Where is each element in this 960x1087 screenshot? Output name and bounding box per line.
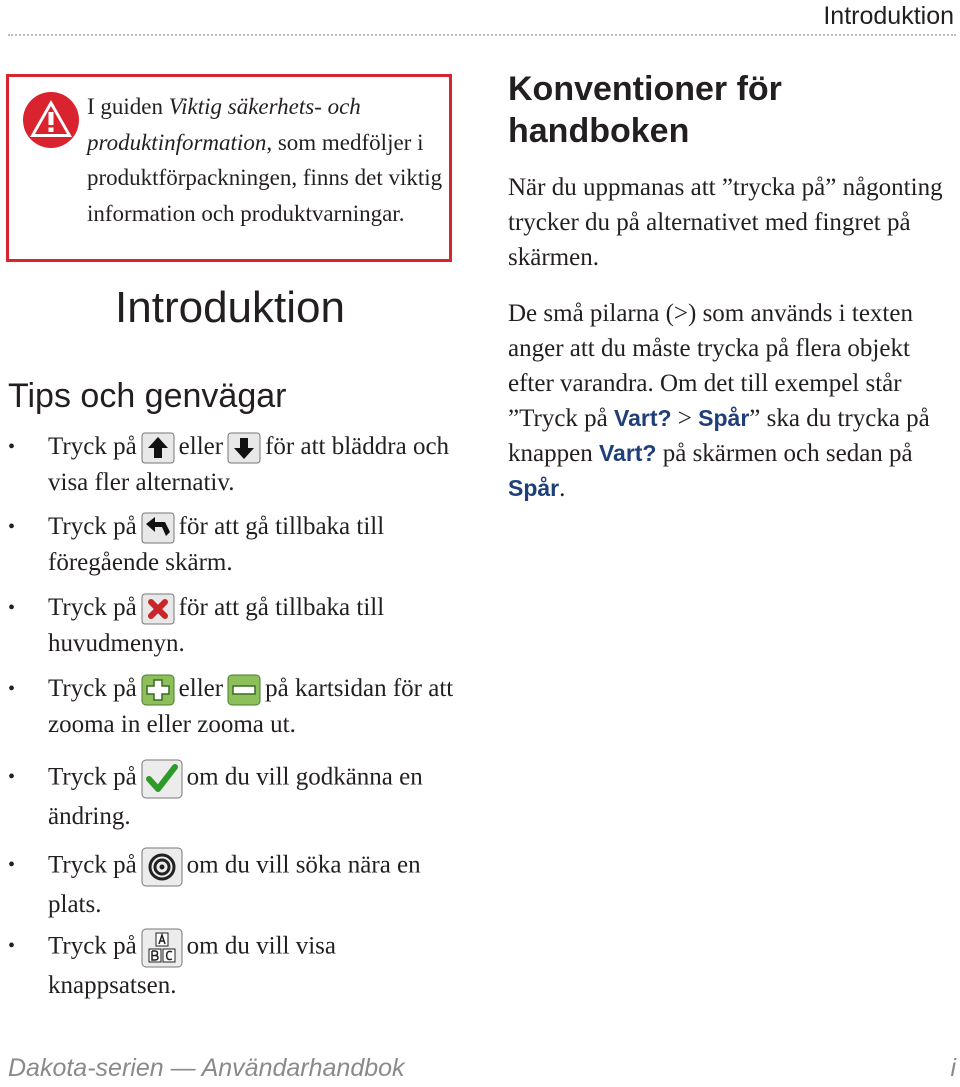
conventions-paragraph-1: När du uppmanas att ”trycka på” någonting trycker du på alternativet med fingret på skärmen. <box>508 174 943 271</box>
checkmark-icon <box>141 759 183 799</box>
arrow-down-icon <box>227 432 261 464</box>
warning-icon <box>21 90 81 150</box>
zoom-out-icon <box>227 674 261 706</box>
conventions-title: Konventioner för handboken <box>508 70 782 150</box>
footer-manual-name: Dakota-serien — Användarhandbok <box>8 1054 405 1082</box>
footer-page-number: i <box>950 1054 956 1082</box>
conventions-paragraph-2: De små pilarna (>) som används i texten anger att du måste trycka på flera objekt efter varandra. Om det till exempel står ”Tryck på Vart? > Spår” ska du trycka på knappen Vart? på skärmen och sedan på Spår. <box>508 300 930 502</box>
header-divider <box>8 34 956 36</box>
close-x-icon <box>141 593 175 625</box>
arrow-up-icon <box>141 432 175 464</box>
zoom-in-icon <box>141 674 175 706</box>
warning-box <box>6 74 452 262</box>
page-title: Introduktion <box>115 283 345 332</box>
guide-title: Viktig säkerhets- och produktinformation <box>87 94 361 155</box>
keypad-abc-icon <box>141 928 183 968</box>
search-near-icon <box>141 847 183 887</box>
section-title: Tips och genvägar <box>8 377 287 415</box>
page-header-title: Introduktion <box>823 2 954 30</box>
conventions-section <box>508 68 958 506</box>
warning-text: I guiden Viktig säkerhets- och produktinformation, som medföljer i produktförpackningen, finns det viktig information och produktvarningar. <box>87 94 443 226</box>
back-arrow-icon <box>141 512 175 544</box>
